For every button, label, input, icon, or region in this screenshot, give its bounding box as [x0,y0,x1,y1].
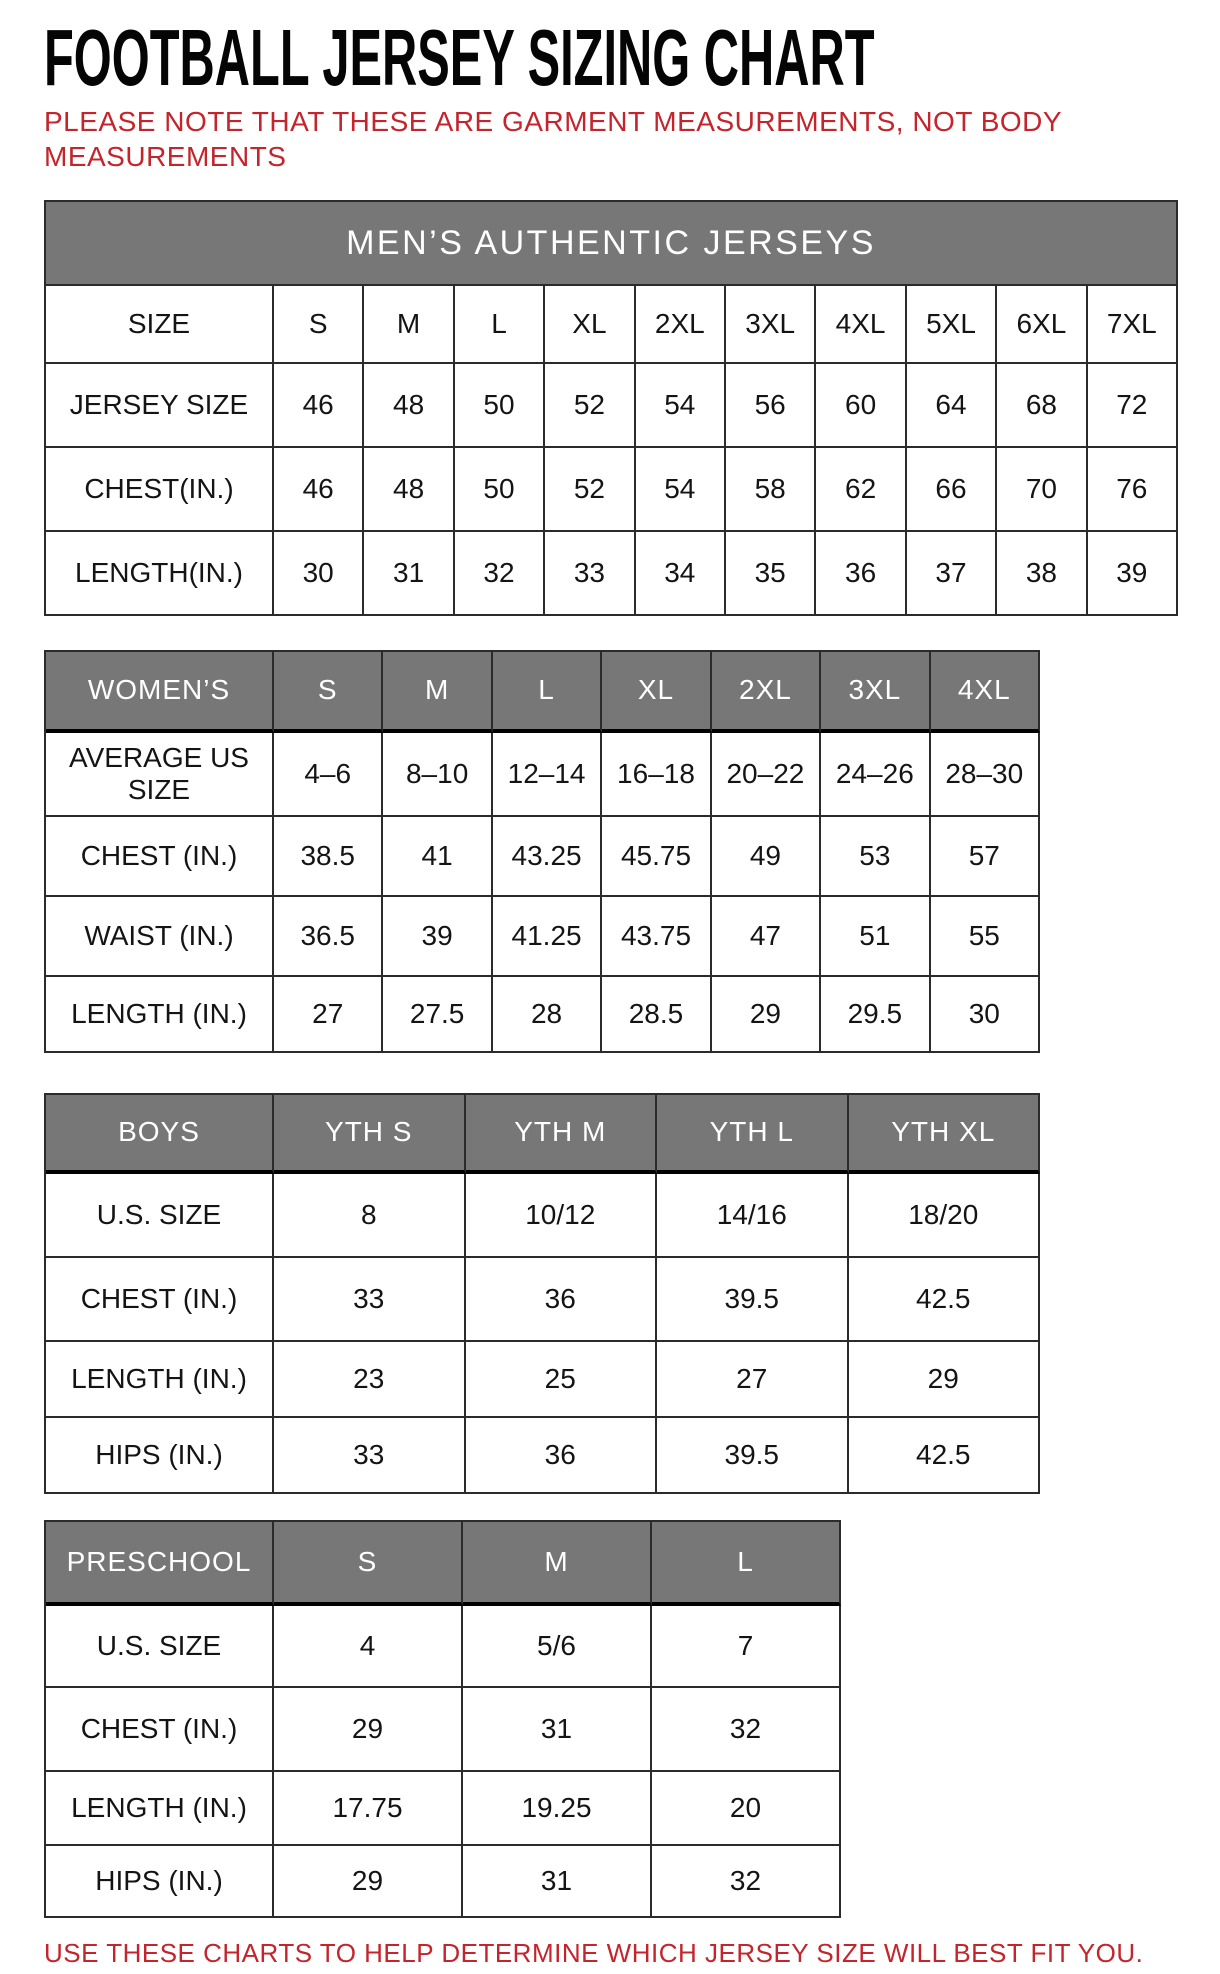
value-cell: 49 [712,817,821,897]
row-label-cell: LENGTH (IN.) [46,977,274,1053]
value-cell: 31 [463,1688,652,1772]
value-cell: 30 [274,532,364,616]
value-cell: 48 [364,364,454,448]
value-cell: 18/20 [849,1174,1041,1258]
column-header-cell: 4XL [931,652,1040,733]
boys-sizing-table [44,1093,1040,1494]
value-cell: 28 [493,977,602,1053]
value-cell: 68 [997,364,1087,448]
row-label-cell: HIPS (IN.) [46,1418,274,1494]
garment-measurements-note: PLEASE NOTE THAT THESE ARE GARMENT MEASUREMENTS, NOT BODY MEASUREMENTS [44,106,1062,172]
value-cell: 19.25 [463,1772,652,1846]
column-header-cell: 4XL [816,286,906,364]
column-header-cell: 6XL [997,286,1087,364]
row-label-cell: AVERAGE US SIZE [46,733,274,817]
value-cell: 51 [821,897,930,977]
value-cell: 42.5 [849,1418,1041,1494]
value-cell: 36 [466,1258,658,1342]
value-cell: 43.75 [602,897,711,977]
table-title-cell: SIZE [46,286,274,364]
value-cell: 33 [274,1258,466,1342]
value-cell: 8 [274,1174,466,1258]
value-cell: 58 [726,448,816,532]
value-cell: 46 [274,448,364,532]
value-cell: 53 [821,817,930,897]
value-cell: 47 [712,897,821,977]
value-cell: 30 [931,977,1040,1053]
column-header-cell: XL [545,286,635,364]
column-header-cell: M [383,652,492,733]
column-header-cell: L [455,286,545,364]
value-cell: 25 [466,1342,658,1418]
value-cell: 16–18 [602,733,711,817]
value-cell: 17.75 [274,1772,463,1846]
mens-sizing-table [44,284,1178,616]
value-cell: 14/16 [657,1174,849,1258]
value-cell: 27 [274,977,383,1053]
value-cell: 52 [545,448,635,532]
column-header-cell: 2XL [712,652,821,733]
column-header-cell: 3XL [726,286,816,364]
column-header-cell: YTH L [657,1095,849,1174]
row-label-cell: CHEST (IN.) [46,817,274,897]
table-title-cell: BOYS [46,1095,274,1174]
value-cell: 39 [1088,532,1178,616]
value-cell: 32 [652,1846,841,1918]
column-header-cell: 2XL [636,286,726,364]
value-cell: 76 [1088,448,1178,532]
value-cell: 36 [816,532,906,616]
value-cell: 31 [463,1846,652,1918]
value-cell: 24–26 [821,733,930,817]
row-label-cell: U.S. SIZE [46,1606,274,1688]
value-cell: 52 [545,364,635,448]
row-label-cell: LENGTH(IN.) [46,532,274,616]
row-label-cell: JERSEY SIZE [46,364,274,448]
value-cell: 42.5 [849,1258,1041,1342]
value-cell: 20–22 [712,733,821,817]
row-label-cell: LENGTH (IN.) [46,1772,274,1846]
column-header-cell: L [493,652,602,733]
value-cell: 48 [364,448,454,532]
value-cell: 41.25 [493,897,602,977]
value-cell: 60 [816,364,906,448]
value-cell: 43.25 [493,817,602,897]
value-cell: 56 [726,364,816,448]
column-header-cell: YTH S [274,1095,466,1174]
value-cell: 33 [545,532,635,616]
value-cell: 27.5 [383,977,492,1053]
value-cell: 38.5 [274,817,383,897]
value-cell: 8–10 [383,733,492,817]
value-cell: 32 [455,532,545,616]
value-cell: 54 [636,364,726,448]
value-cell: 45.75 [602,817,711,897]
value-cell: 34 [636,532,726,616]
row-label-cell: CHEST(IN.) [46,448,274,532]
column-header-cell: S [274,652,383,733]
value-cell: 50 [455,448,545,532]
value-cell: 10/12 [466,1174,658,1258]
value-cell: 57 [931,817,1040,897]
value-cell: 23 [274,1342,466,1418]
row-label-cell: CHEST (IN.) [46,1688,274,1772]
column-header-cell: 7XL [1088,286,1178,364]
value-cell: 39 [383,897,492,977]
preschool-sizing-table [44,1520,841,1918]
column-header-cell: 5XL [907,286,997,364]
value-cell: 27 [657,1342,849,1418]
value-cell: 36 [466,1418,658,1494]
value-cell: 70 [997,448,1087,532]
page-title: FOOTBALL JERSEY SIZING CHART [44,13,875,102]
table-title-cell: PRESCHOOL [46,1522,274,1606]
column-header-cell: YTH M [466,1095,658,1174]
row-label-cell: CHEST (IN.) [46,1258,274,1342]
value-cell: 32 [652,1688,841,1772]
value-cell: 50 [455,364,545,448]
value-cell: 5/6 [463,1606,652,1688]
value-cell: 39.5 [657,1258,849,1342]
value-cell: 29 [849,1342,1041,1418]
value-cell: 35 [726,532,816,616]
column-header-cell: M [364,286,454,364]
fit-advice-note: USE THESE CHARTS TO HELP DETERMINE WHICH JERSEY SIZE WILL BEST FIT YOU. [44,1938,1144,1968]
row-label-cell: WAIST (IN.) [46,897,274,977]
value-cell: 41 [383,817,492,897]
value-cell: 29 [274,1688,463,1772]
column-header-cell: S [274,286,364,364]
value-cell: 29 [712,977,821,1053]
value-cell: 28.5 [602,977,711,1053]
value-cell: 4 [274,1606,463,1688]
value-cell: 55 [931,897,1040,977]
row-label-cell: HIPS (IN.) [46,1846,274,1918]
column-header-cell: L [652,1522,841,1606]
value-cell: 7 [652,1606,841,1688]
value-cell: 66 [907,448,997,532]
column-header-cell: XL [602,652,711,733]
value-cell: 39.5 [657,1418,849,1494]
value-cell: 4–6 [274,733,383,817]
mens-authentic-jerseys-banner: MEN’S AUTHENTIC JERSEYS [44,200,1178,284]
value-cell: 54 [636,448,726,532]
column-header-cell: YTH XL [849,1095,1041,1174]
value-cell: 36.5 [274,897,383,977]
value-cell: 20 [652,1772,841,1846]
value-cell: 33 [274,1418,466,1494]
column-header-cell: 3XL [821,652,930,733]
value-cell: 29 [274,1846,463,1918]
value-cell: 31 [364,532,454,616]
table-title-cell: WOMEN’S [46,652,274,733]
row-label-cell: LENGTH (IN.) [46,1342,274,1418]
value-cell: 64 [907,364,997,448]
value-cell: 72 [1088,364,1178,448]
column-header-cell: S [274,1522,463,1606]
value-cell: 28–30 [931,733,1040,817]
value-cell: 12–14 [493,733,602,817]
value-cell: 29.5 [821,977,930,1053]
womens-sizing-table [44,650,1040,1053]
value-cell: 37 [907,532,997,616]
row-label-cell: U.S. SIZE [46,1174,274,1258]
value-cell: 46 [274,364,364,448]
value-cell: 62 [816,448,906,532]
column-header-cell: M [463,1522,652,1606]
value-cell: 38 [997,532,1087,616]
